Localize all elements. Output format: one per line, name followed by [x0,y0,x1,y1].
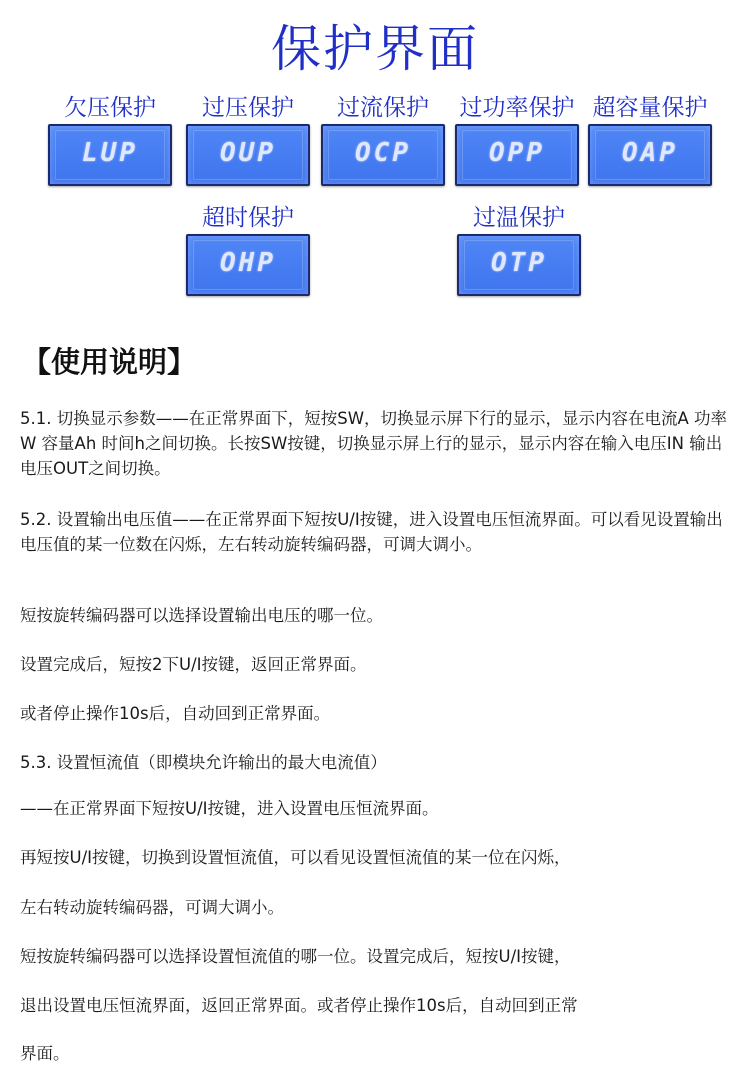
panel-undervoltage [48,94,172,186]
panel-label: 超时保护 [202,205,294,231]
lcd-display [588,124,712,186]
instruction-paragraph: 或者停止操作10s后，自动回到正常界面。 [20,704,331,723]
instruction-paragraph: 5.1. 切换显示参数——在正常界面下，短按SW，切换显示屏下行的显示，显示内容在电流A 功率W 容量Ah 时间h之间切换。长按SW按键，切换显示屏上行的显示，显示内容在输入电压IN 输出电压OUT之间切换。 [20,409,728,478]
panel-label: 过功率保护 [459,95,575,121]
lcd-code: OAP [622,138,678,168]
panel-label: 过温保护 [473,205,565,231]
panel-overtemperature [457,204,581,296]
panel-overcurrent [321,94,445,186]
instruction-paragraph: 设置完成后，短按2下U/I按键，返回正常界面。 [20,655,367,674]
lcd-display [186,234,310,296]
instruction-paragraph: ——在正常界面下短按U/I按键，进入设置电压恒流界面。 [20,799,439,818]
panel-overtime [186,204,310,296]
instruction-paragraph: 左右转动旋转编码器，可调大调小。 [20,898,284,917]
instruction-paragraph: 短按旋转编码器可以选择设置恒流值的哪一位。设置完成后，短按U/I按键， [20,947,571,966]
instruction-paragraph: 5.2. 设置输出电压值——在正常界面下短按U/I按键，进入设置电压恒流界面。可以看见设置输出电压值的某一位数在闪烁，左右转动旋转编码器，可调大调小。 [20,510,723,554]
page-title: 保护界面 [271,20,479,78]
usage-heading: 【使用说明】 [22,345,197,379]
instruction-paragraph: 短按旋转编码器可以选择设置输出电压的哪一位。 [20,606,383,625]
lcd-display [48,124,172,186]
panel-overpower [455,94,579,186]
lcd-code: OUP [220,138,276,168]
lcd-code: OPP [489,138,545,168]
lcd-display [455,124,579,186]
panel-label: 过流保护 [337,95,429,121]
panel-overvoltage [186,94,310,186]
lcd-code: OTP [491,248,547,278]
lcd-code: LUP [82,138,138,168]
lcd-display [457,234,581,296]
instruction-paragraph: 退出设置电压恒流界面，返回正常界面。或者停止操作10s后，自动回到正常 [20,996,578,1015]
instruction-paragraph: 界面。 [20,1044,70,1063]
lcd-display [186,124,310,186]
lcd-code: OHP [220,248,276,278]
panel-label: 过压保护 [202,95,294,121]
instruction-paragraph: 5.3. 设置恒流值（即模块允许输出的最大电流值） [20,753,387,772]
instruction-paragraph: 再短按U/I按键，切换到设置恒流值，可以看见设置恒流值的某一位在闪烁， [20,848,571,867]
panel-label: 欠压保护 [64,95,156,121]
lcd-code: OCP [355,138,411,168]
panel-label: 超容量保护 [592,95,708,121]
panel-overcapacity [588,94,712,186]
lcd-display [321,124,445,186]
